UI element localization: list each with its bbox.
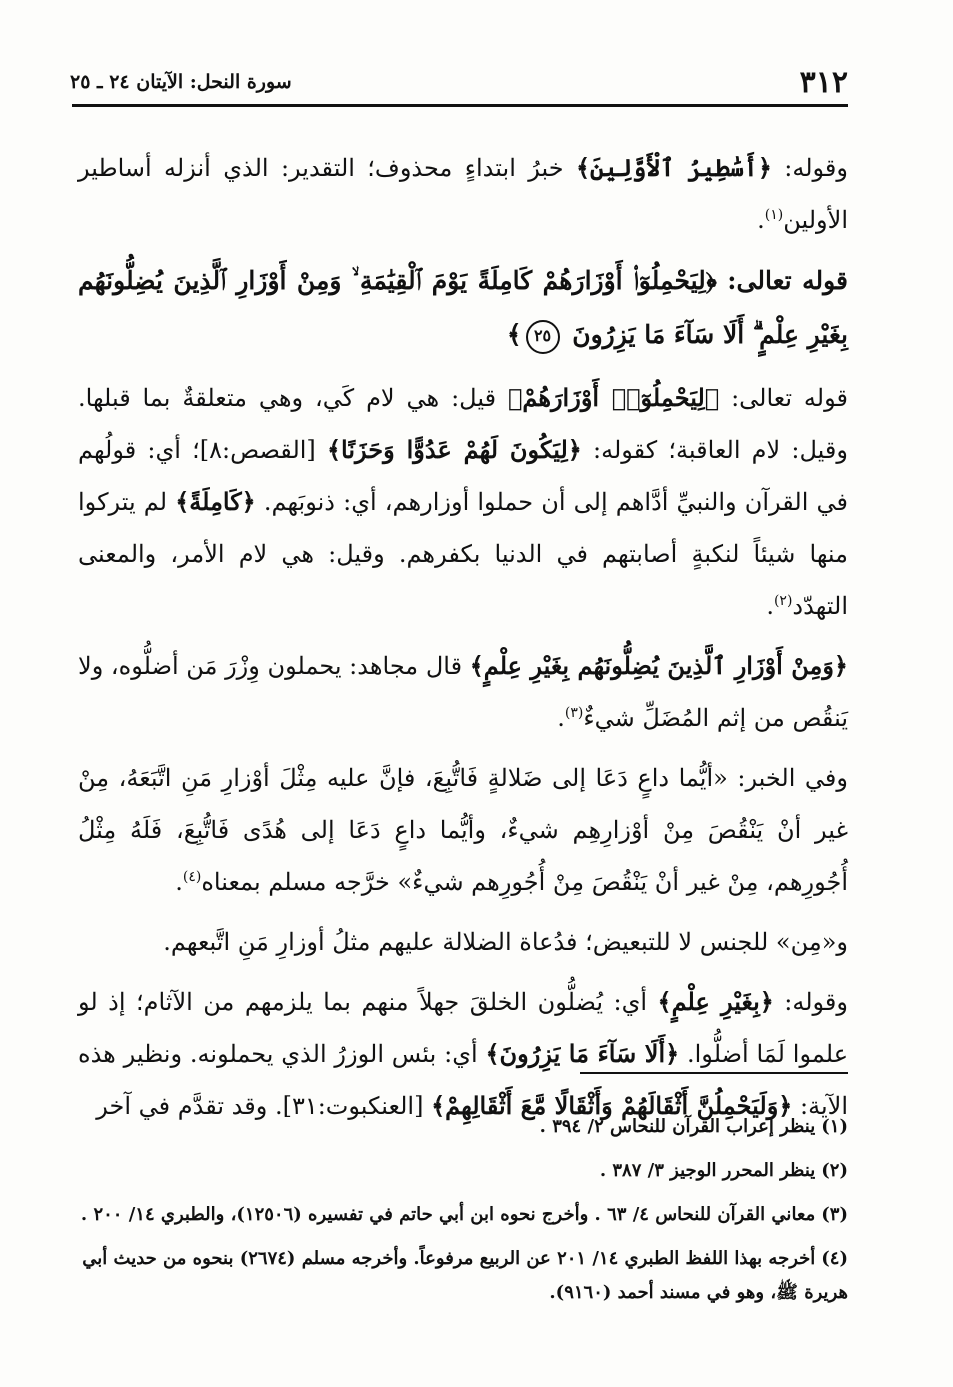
ayah-number-marker: ٢٥ <box>526 320 560 354</box>
page-header <box>70 62 848 102</box>
quran-quote: ﴿بِغَيْرِ عِلْمٍ﴾ <box>657 987 774 1016</box>
footnote-text: معاني القرآن للنحاس ٤/ ٦٣ . وأخرج نحوه ابن أبي حاتم في تفسيره (١٢٥٠٦)، والطبري ١٤/ ٢٠٠ . <box>80 1204 816 1225</box>
paragraph-1 <box>78 142 848 246</box>
paragraph-4 <box>78 752 848 908</box>
text-run: . <box>757 206 765 234</box>
text-run: [العنكبوت:٣١]. وقد تقدَّم في آخر <box>96 1092 432 1120</box>
page-number: ٣١٢ <box>799 64 848 100</box>
footnote-ref[interactable]: (٤) <box>182 869 202 885</box>
ayah-close-bracket: ﴾ <box>506 320 522 349</box>
footnote-text: أخرجه بهذا اللفظ الطبري ١٤/ ٢٠١ عن الربيع مرفوعاً. وأخرجه مسلم (٢٦٧٤) بنحوه من حديث أبي هريرة ﷺ، وهو في مسند أحمد (٩١٦٠). <box>82 1248 848 1303</box>
footnote-ref[interactable]: (١) <box>764 207 784 223</box>
text-run: وفي الخبر: «أيُّما داعٍ دَعَا إلى ضَلالةٍ فَاتُّبِعَ، فإنَّ عليه مِثْلَ أوْزارِ مَنِ اتَّبَعَهُ، مِنْ غير أنْ يَنْقُصَ مِنْ أوْزارِهِم شيءٌ، وأيُّما داعٍ دَعَا إلى هُدًى فَاتُّبِعَ، فَلَهُ مِثْلُ أُجُورِهم، مِنْ غير أنْ يَنْقُصَ مِنْ أُجُورِهم شيءٌ» خرَّجه مسلم بمعناه <box>78 764 848 896</box>
text-run: . <box>175 868 183 896</box>
paragraph-3 <box>78 640 848 744</box>
ayah-heading <box>78 254 848 362</box>
footnote-mark: (٢) <box>821 1160 848 1181</box>
footnote-mark: (١) <box>821 1116 848 1137</box>
footnote-3 <box>78 1198 848 1232</box>
quran-quote: ﴿أَلَا سَآءَ مَا يَزِرُونَ﴾ <box>485 1039 680 1068</box>
paragraph-5 <box>78 916 848 968</box>
footnote-text: ينظر المحرر الوجيز ٣/ ٣٨٧ . <box>599 1160 816 1181</box>
text-run: قال مجاهد: يحملون وِزْرَ مَن أضلُّوه، ولا يَنقُص من إثم المُضَلِّ شيءٌ <box>78 652 848 732</box>
main-text <box>78 142 848 1140</box>
quran-quote: ﴿لِيَحْمِلُوٓا۟ أَوْزَارَهُمْ﴾ <box>507 383 720 412</box>
footnote-separator <box>580 1072 848 1074</box>
footnote-mark: (٣) <box>821 1204 848 1225</box>
ayah-lead: قوله تعالى: <box>716 266 848 295</box>
text-run: و«مِن» للجنس لا للتبعيض؛ فدُعاة الضلالة عليهم مثلُ أوزارِ مَنِ اتَّبعهم. <box>163 928 848 956</box>
text-run: أي: يُضلُّون الخلقَ جهلاً منهم بما يلزمهم من الآثام؛ إذ لو علموا لَمَا أضلُّوا. <box>78 988 849 1068</box>
quran-quote: ﴿كَامِلَةً﴾ <box>175 487 256 516</box>
footnote-mark: (٤) <box>821 1248 848 1269</box>
quran-quote: ﴿لِيَكُونَ لَهُمْ عَدُوًّا وَحَزَنًا﴾ <box>326 435 582 464</box>
footnote-text: ينظر إعراب القرآن للنحاس ٢/ ٣٩٤ . <box>539 1116 816 1137</box>
text-run: قوله تعالى: <box>719 384 848 412</box>
quran-quote: ﴿وَلَيَحْمِلُنَّ أَثْقَالَهُمْ وَأَثْقَالًا مَّعَ أَثْقَالِهِمْ﴾ <box>431 1091 793 1120</box>
footnote-1 <box>78 1110 848 1144</box>
text-run: وقوله: <box>771 154 848 182</box>
paragraph-2 <box>78 372 848 632</box>
ayah-text: ﴿لِيَحْمِلُوٓا۟ أَوْزَارَهُمْ كَامِلَةً يَوْمَ ٱلْقِيَٰمَةِ ۙ وَمِنْ أَوْزَارِ ٱلَّذِينَ يُضِلُّونَهُم بِغَيْرِ عِلْمٍ ۗ أَلَا سَآءَ مَا يَزِرُونَ <box>78 266 848 349</box>
text-run: أي: بئس الوزرُ الذي يحملونه. ونظير هذه الآية: <box>78 1040 848 1120</box>
text-run: . <box>766 592 774 620</box>
text-run: وقوله: <box>773 988 848 1016</box>
footnote-2 <box>78 1154 848 1188</box>
footnote-4 <box>78 1242 848 1310</box>
quran-quote: ﴿أَسَٰطِيرُ ٱلْأَوَّلِينَ﴾ <box>575 153 772 182</box>
paragraph-6 <box>78 976 848 1132</box>
text-run: [القصص:٨]؛ أي: قولُهم في القرآن والنبيِّ أدَّاهم إلى أن حملوا أوزارهم، أي: ذنوبَهم. <box>78 436 848 516</box>
footnotes <box>78 1110 848 1320</box>
footnote-ref[interactable]: (٣) <box>564 705 584 721</box>
text-run: قيل: هي لام كَي، وهي متعلقةٌ بما قبلها. وقيل: لام العاقبة؛ كقوله: <box>78 384 848 464</box>
footnote-ref[interactable]: (٢) <box>773 593 793 609</box>
text-run: . <box>557 704 565 732</box>
running-title: سورة النحل: الآيتان ٢٤ ـ ٢٥ <box>70 71 292 93</box>
quran-quote: ﴿وَمِنْ أَوْزَارِ ٱلَّذِينَ يُضِلُّونَهُم بِغَيْرِ عِلْمٍ﴾ <box>469 651 848 680</box>
text-run: لم يتركوا منها شيئاً لنكبةٍ أصابتهم في الدنيا بكفرهم. وقيل: هي لام الأمر، والمعنى التهدّد <box>78 488 848 620</box>
header-rule <box>72 104 848 107</box>
text-run: خبرُ ابتداءٍ محذوف؛ التقدير: الذي أنزله أساطير الأولين <box>78 154 848 234</box>
